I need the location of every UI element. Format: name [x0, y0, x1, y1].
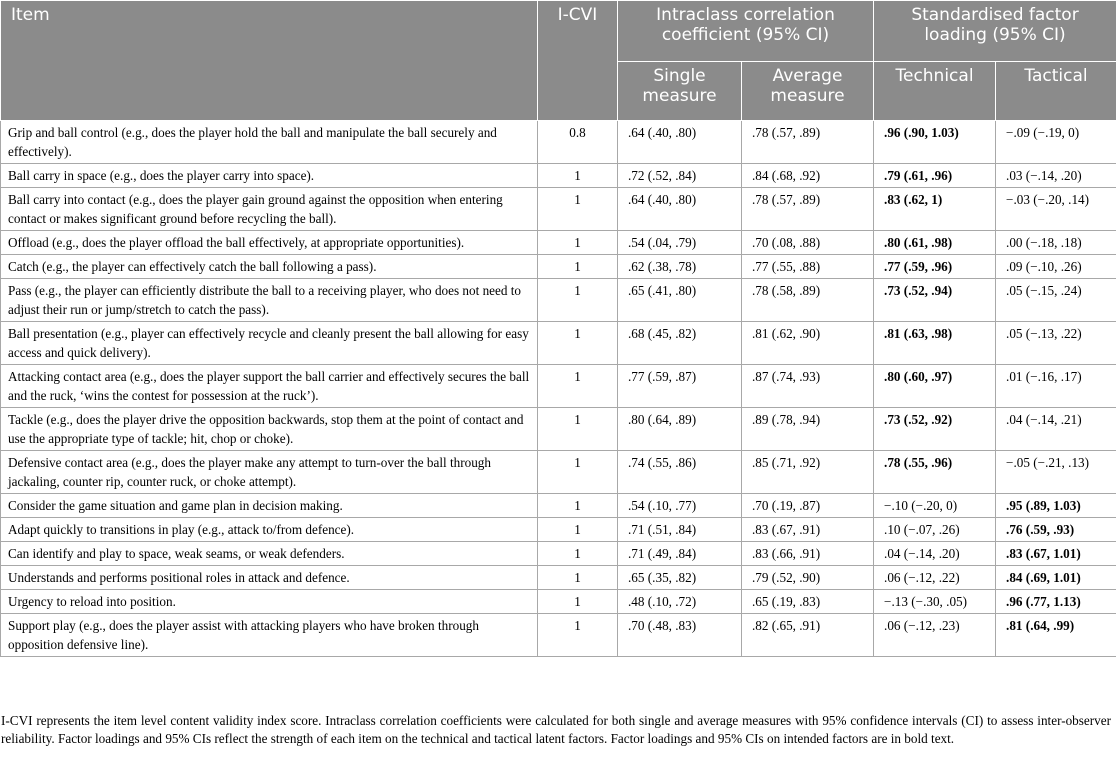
cell-average-measure: .70 (.19, .87)	[742, 494, 874, 518]
cell-single-measure: .62 (.38, .78)	[618, 255, 742, 279]
cell-tactical: .09 (−.10, .26)	[996, 255, 1116, 279]
cell-single-measure: .68 (.45, .82)	[618, 322, 742, 365]
cell-average-measure: .87 (.74, .93)	[742, 365, 874, 408]
cell-technical: .83 (.62, 1)	[874, 188, 996, 231]
cell-item: Support play (e.g., does the player assist with attacking players who have broken through opposition defensive line).	[1, 614, 538, 657]
cell-item: Ball carry in space (e.g., does the player carry into space).	[1, 164, 538, 188]
cell-icvi: 1	[538, 566, 618, 590]
header-item: Item	[1, 1, 538, 121]
table-row	[1, 614, 1116, 657]
cell-technical: .81 (.63, .98)	[874, 322, 996, 365]
table-row	[1, 164, 1116, 188]
cell-technical: .78 (.55, .96)	[874, 451, 996, 494]
cell-tactical: −.03 (−.20, .14)	[996, 188, 1116, 231]
cell-single-measure: .64 (.40, .80)	[618, 188, 742, 231]
cell-technical: .80 (.61, .98)	[874, 231, 996, 255]
table-row	[1, 566, 1116, 590]
cell-technical: .96 (.90, 1.03)	[874, 121, 996, 164]
cell-item: Attacking contact area (e.g., does the player support the ball carrier and effectively secures the ball and the ruck, ‘wins the contest for possession at the ruck’).	[1, 365, 538, 408]
table-row	[1, 279, 1116, 322]
cell-item: Offload (e.g., does the player offload the ball effectively, at appropriate opportunities).	[1, 231, 538, 255]
cell-item: Defensive contact area (e.g., does the player make any attempt to turn-over the ball through jackaling, counter rip, counter ruck, or choke attempt).	[1, 451, 538, 494]
cell-item: Tackle (e.g., does the player drive the opposition backwards, stop them at the point of contact and use the appropriate type of tackle; hit, chop or choke).	[1, 408, 538, 451]
cell-tactical: .01 (−.16, .17)	[996, 365, 1116, 408]
table-row	[1, 322, 1116, 365]
cell-technical: .79 (.61, .96)	[874, 164, 996, 188]
cell-single-measure: .65 (.35, .82)	[618, 566, 742, 590]
cell-icvi: 1	[538, 451, 618, 494]
cell-single-measure: .65 (.41, .80)	[618, 279, 742, 322]
cell-item: Urgency to reload into position.	[1, 590, 538, 614]
cell-technical: .77 (.59, .96)	[874, 255, 996, 279]
cell-item: Grip and ball control (e.g., does the player hold the ball and manipulate the ball securely and effectively).	[1, 121, 538, 164]
cell-average-measure: .85 (.71, .92)	[742, 451, 874, 494]
cell-average-measure: .70 (.08, .88)	[742, 231, 874, 255]
cell-average-measure: .78 (.58, .89)	[742, 279, 874, 322]
cell-single-measure: .54 (.04, .79)	[618, 231, 742, 255]
cell-item: Understands and performs positional roles in attack and defence.	[1, 566, 538, 590]
cell-average-measure: .78 (.57, .89)	[742, 121, 874, 164]
cell-icvi: 0.8	[538, 121, 618, 164]
cell-icvi: 1	[538, 231, 618, 255]
cell-tactical: .05 (−.13, .22)	[996, 322, 1116, 365]
cell-icvi: 1	[538, 542, 618, 566]
table-row	[1, 121, 1116, 164]
cell-icvi: 1	[538, 322, 618, 365]
cell-icvi: 1	[538, 365, 618, 408]
table-row	[1, 408, 1116, 451]
cell-icvi: 1	[538, 408, 618, 451]
cell-single-measure: .77 (.59, .87)	[618, 365, 742, 408]
table-row	[1, 518, 1116, 542]
cell-technical: −.13 (−.30, .05)	[874, 590, 996, 614]
cell-average-measure: .77 (.55, .88)	[742, 255, 874, 279]
cell-tactical: .76 (.59, .93)	[996, 518, 1116, 542]
cell-single-measure: .80 (.64, .89)	[618, 408, 742, 451]
cell-technical: .73 (.52, .94)	[874, 279, 996, 322]
header-single-measure: Single measure	[618, 62, 742, 121]
cell-tactical: .03 (−.14, .20)	[996, 164, 1116, 188]
cell-single-measure: .48 (.10, .72)	[618, 590, 742, 614]
header-tactical: Tactical	[996, 62, 1116, 121]
cell-tactical: .00 (−.18, .18)	[996, 231, 1116, 255]
table-row	[1, 542, 1116, 566]
header-average-measure: Average measure	[742, 62, 874, 121]
table-row	[1, 494, 1116, 518]
cell-average-measure: .84 (.68, .92)	[742, 164, 874, 188]
table-row	[1, 188, 1116, 231]
cell-average-measure: .78 (.57, .89)	[742, 188, 874, 231]
cell-tactical: −.05 (−.21, .13)	[996, 451, 1116, 494]
table-row	[1, 231, 1116, 255]
cell-single-measure: .70 (.48, .83)	[618, 614, 742, 657]
cell-tactical: −.09 (−.19, 0)	[996, 121, 1116, 164]
cell-icvi: 1	[538, 164, 618, 188]
cell-icvi: 1	[538, 279, 618, 322]
table-body	[1, 121, 1116, 657]
cell-item: Ball presentation (e.g., player can effectively recycle and cleanly present the ball allowing for easy access and quick delivery).	[1, 322, 538, 365]
cell-single-measure: .74 (.55, .86)	[618, 451, 742, 494]
cell-tactical: .95 (.89, 1.03)	[996, 494, 1116, 518]
cell-tactical: .05 (−.15, .24)	[996, 279, 1116, 322]
cell-single-measure: .71 (.51, .84)	[618, 518, 742, 542]
cell-average-measure: .79 (.52, .90)	[742, 566, 874, 590]
header-icc: Intraclass correlation coefficient (95% CI)	[618, 1, 874, 62]
table-row	[1, 590, 1116, 614]
cell-average-measure: .83 (.67, .91)	[742, 518, 874, 542]
cell-icvi: 1	[538, 188, 618, 231]
cell-item: Can identify and play to space, weak seams, or weak defenders.	[1, 542, 538, 566]
cell-item: Adapt quickly to transitions in play (e.g., attack to/from defence).	[1, 518, 538, 542]
table-row	[1, 255, 1116, 279]
cell-tactical: .96 (.77, 1.13)	[996, 590, 1116, 614]
cell-technical: .10 (−.07, .26)	[874, 518, 996, 542]
cell-technical: .80 (.60, .97)	[874, 365, 996, 408]
table-footnote: I-CVI represents the item level content validity index score. Intraclass correlation coefficients were calculated for both single and average measures with 95% confidence intervals (CI) to assess inter-observer reliability. Factor loadings and 95% CIs reflect the strength of each item on the technical and tactical latent factors. Factor loadings and 95% CIs on intended factors are in bold text.	[1, 713, 1111, 746]
cell-tactical: .81 (.64, .99)	[996, 614, 1116, 657]
cell-item: Catch (e.g., the player can effectively catch the ball following a pass).	[1, 255, 538, 279]
cell-icvi: 1	[538, 614, 618, 657]
cell-tactical: .84 (.69, 1.01)	[996, 566, 1116, 590]
cell-single-measure: .72 (.52, .84)	[618, 164, 742, 188]
cell-tactical: .04 (−.14, .21)	[996, 408, 1116, 451]
cell-item: Consider the game situation and game plan in decision making.	[1, 494, 538, 518]
header-factor-loading: Standardised factor loading (95% CI)	[874, 1, 1116, 62]
cell-single-measure: .71 (.49, .84)	[618, 542, 742, 566]
cell-technical: .73 (.52, .92)	[874, 408, 996, 451]
cell-icvi: 1	[538, 255, 618, 279]
cell-single-measure: .64 (.40, .80)	[618, 121, 742, 164]
cell-item: Pass (e.g., the player can efficiently distribute the ball to a receiving player, who does not need to adjust their run or jump/stretch to catch the pass).	[1, 279, 538, 322]
header-technical: Technical	[874, 62, 996, 121]
cell-technical: −.10 (−.20, 0)	[874, 494, 996, 518]
table-row	[1, 451, 1116, 494]
table-row	[1, 365, 1116, 408]
cell-technical: .06 (−.12, .22)	[874, 566, 996, 590]
cell-tactical: .83 (.67, 1.01)	[996, 542, 1116, 566]
cell-average-measure: .83 (.66, .91)	[742, 542, 874, 566]
cell-average-measure: .65 (.19, .83)	[742, 590, 874, 614]
cell-average-measure: .89 (.78, .94)	[742, 408, 874, 451]
cell-technical: .04 (−.14, .20)	[874, 542, 996, 566]
header-icvi: I-CVI	[538, 1, 618, 121]
cell-average-measure: .82 (.65, .91)	[742, 614, 874, 657]
cell-technical: .06 (−.12, .23)	[874, 614, 996, 657]
cell-icvi: 1	[538, 518, 618, 542]
cell-single-measure: .54 (.10, .77)	[618, 494, 742, 518]
cell-icvi: 1	[538, 590, 618, 614]
cell-icvi: 1	[538, 494, 618, 518]
cell-average-measure: .81 (.62, .90)	[742, 322, 874, 365]
cell-item: Ball carry into contact (e.g., does the player gain ground against the opposition when entering contact or makes significant ground before recycling the ball).	[1, 188, 538, 231]
